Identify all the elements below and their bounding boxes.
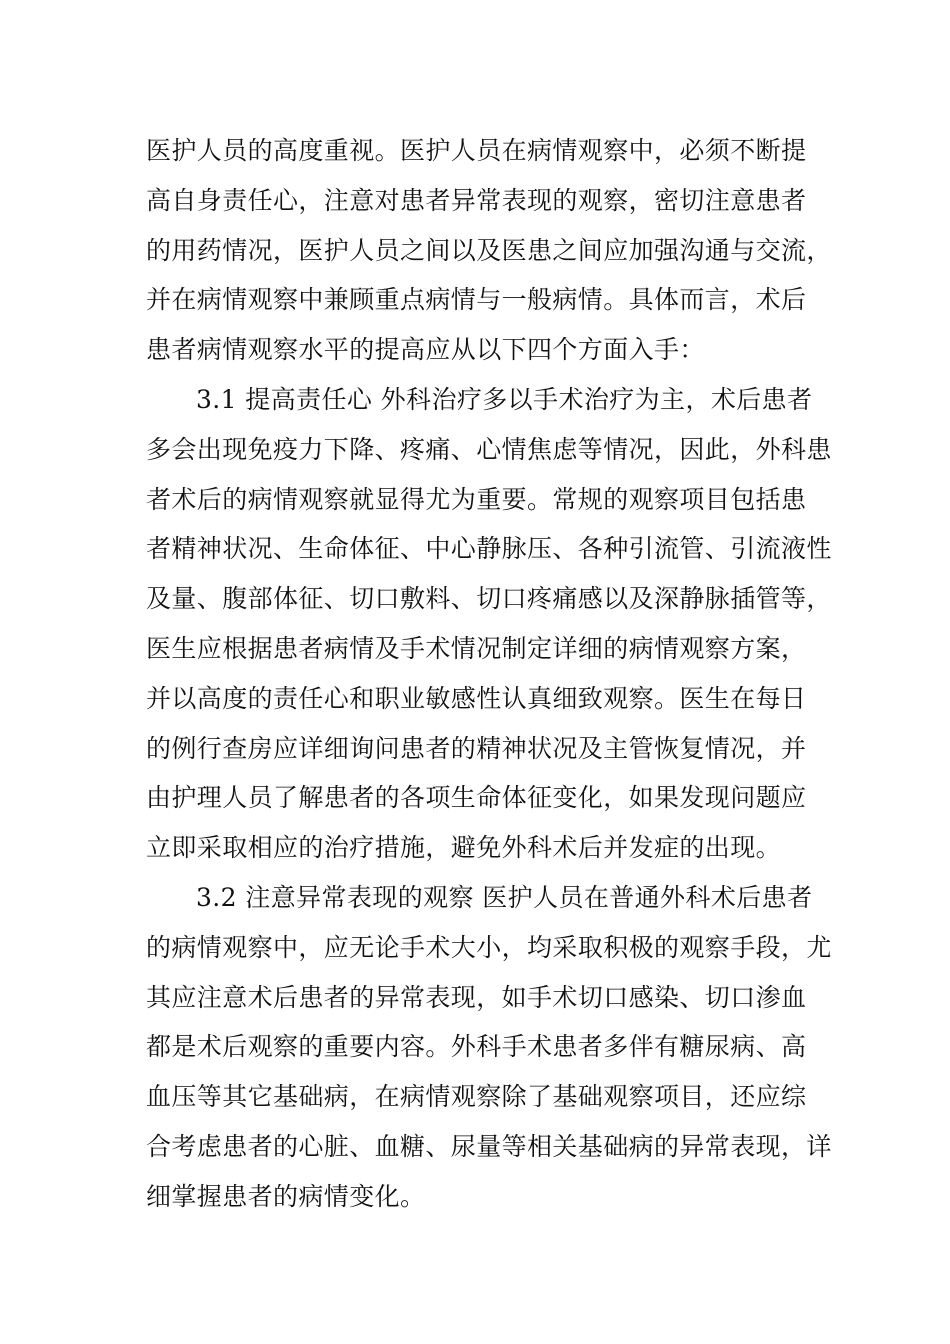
text-line: 高自身责任心，注意对患者异常表现的观察，密切注意患者 — [146, 185, 807, 215]
text-line: 并以高度的责任心和职业敏感性认真细致观察。医生在每日 — [146, 683, 807, 713]
text-line: 的例行查房应详细询问患者的精神状况及主管恢复情况，并 — [146, 733, 807, 763]
text-line: 合考虑患者的心脏、血糖、尿量等相关基础病的异常表现，详 — [146, 1131, 832, 1161]
text-line: 都是术后观察的重要内容。外科手术患者多伴有糖尿病、高 — [146, 1032, 807, 1062]
text-line: 医生应根据患者病情及手术情况制定详细的病情观察方案， — [146, 633, 807, 663]
text-line: 由护理人员了解患者的各项生命体征变化，如果发现问题应 — [146, 783, 807, 813]
text-line: 其应注意术后患者的异常表现，如手术切口感染、切口渗血 — [146, 982, 807, 1012]
text-line: 者精神状况、生命体征、中心静脉压、各种引流管、引流液性 — [146, 534, 832, 564]
text-line: 者术后的病情观察就显得尤为重要。常规的观察项目包括患 — [146, 484, 807, 514]
text-line: 的病情观察中，应无论手术大小，均采取积极的观察手段，尤 — [146, 932, 832, 962]
text-line: 医护人员的高度重视。医护人员在病情观察中，必须不断提 — [146, 136, 807, 165]
text-line: 多会出现免疫力下降、疼痛、心情焦虑等情况，因此，外科患 — [146, 434, 832, 464]
text-line: 立即采取相应的治疗措施，避免外科术后并发症的出现。 — [146, 833, 782, 863]
text-line: 细掌握患者的病情变化。 — [146, 1181, 426, 1211]
text-line: 的用药情况，医护人员之间以及医患之间应加强沟通与交流， — [146, 235, 832, 265]
body-text — [146, 126, 832, 1222]
text-line: 患者病情观察水平的提高应从以下四个方面入手： — [146, 335, 705, 365]
text-line: 及量、腹部体征、切口敷料、切口疼痛感以及深静脉插管等， — [146, 584, 832, 614]
text-line: 血压等其它基础病，在病情观察除了基础观察项目，还应综 — [146, 1082, 807, 1112]
section-3-2-heading-line: 3.2 注意异常表现的观察 医护人员在普通外科术后患者 — [196, 882, 813, 912]
text-line: 并在病情观察中兼顾重点病情与一般病情。具体而言，术后 — [146, 285, 807, 315]
section-3-1-heading-line: 3.1 提高责任心 外科治疗多以手术治疗为主，术后患者 — [196, 384, 813, 414]
